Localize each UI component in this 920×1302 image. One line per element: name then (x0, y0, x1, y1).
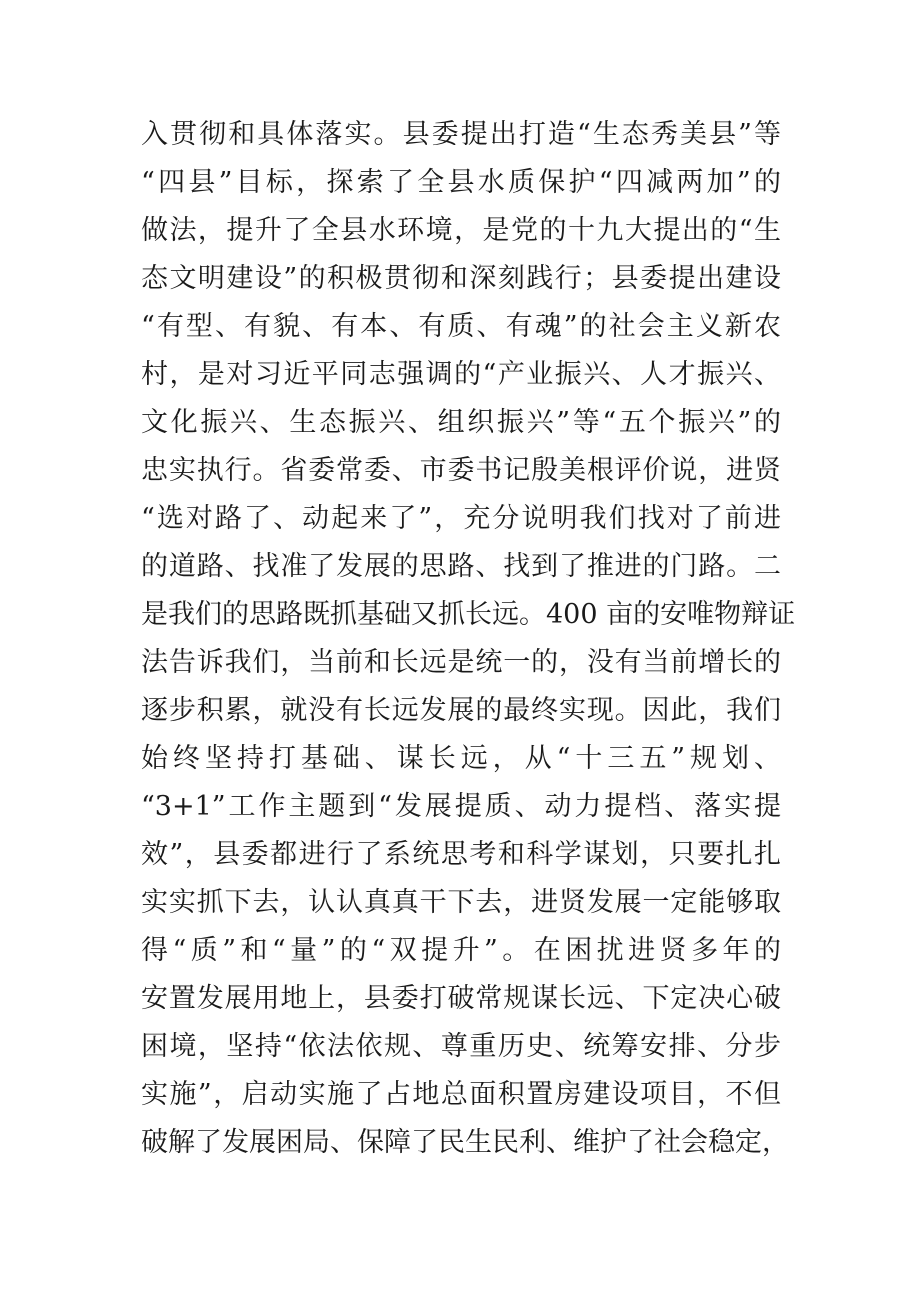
text-line: “四县”目标，探索了全县水质保护“四减两加”的 (141, 167, 781, 198)
text-line: 态文明建设”的积极贯彻和深刻践行；县委提出建设 (141, 263, 781, 294)
body-text (141, 111, 796, 1167)
text-line: 法告诉我们，当前和长远是统一的，没有当前增长的 (141, 647, 781, 678)
text-line: 效”，县委都进行了系统思考和科学谋划，只要扎扎 (141, 839, 781, 870)
text-line: 逐步积累，就没有长远发展的最终实现。因此，我们 (141, 695, 781, 726)
text-line: “有型、有貌、有本、有质、有魂”的社会主义新农 (141, 311, 781, 342)
text-line: 实施”，启动实施了占地总面积置房建设项目，不但 (141, 1079, 781, 1110)
text-line: 破解了发展困局、保障了民生民利、维护了社会稳定， (141, 1127, 789, 1158)
text-line: 村，是对习近平同志强调的“产业振兴、人才振兴、 (141, 359, 781, 390)
text-line: 安置发展用地上，县委打破常规谋长远、下定决心破 (141, 983, 781, 1014)
text-line: 始终坚持打基础、谋长远，从“十三五”规划、 (141, 743, 781, 774)
text-line: 做法，提升了全县水环境，是党的十九大提出的“生 (141, 215, 781, 246)
text-line: 入贯彻和具体落实。县委提出打造“生态秀美县”等 (141, 119, 781, 150)
text-line: 的道路、找准了发展的思路、找到了推进的门路。二 (141, 551, 781, 582)
text-line: “选对路了、动起来了”，充分说明我们找对了前进 (141, 503, 781, 534)
text-line: 是我们的思路既抓基础又抓长远。400 亩的安唯物辩证 (141, 599, 796, 630)
text-line: “3+1”工作主题到“发展提质、动力提档、落实提 (141, 791, 781, 822)
text-line: 文化振兴、生态振兴、组织振兴”等“五个振兴”的 (141, 407, 781, 438)
text-line: 实实抓下去，认认真真干下去，进贤发展一定能够取 (141, 887, 781, 918)
text-line: 得“质”和“量”的“双提升”。在困扰进贤多年的 (141, 935, 781, 966)
text-line: 忠实执行。省委常委、市委书记殷美根评价说，进贤 (141, 455, 781, 486)
text-line: 困境，坚持“依法依规、尊重历史、统筹安排、分步 (141, 1031, 781, 1062)
